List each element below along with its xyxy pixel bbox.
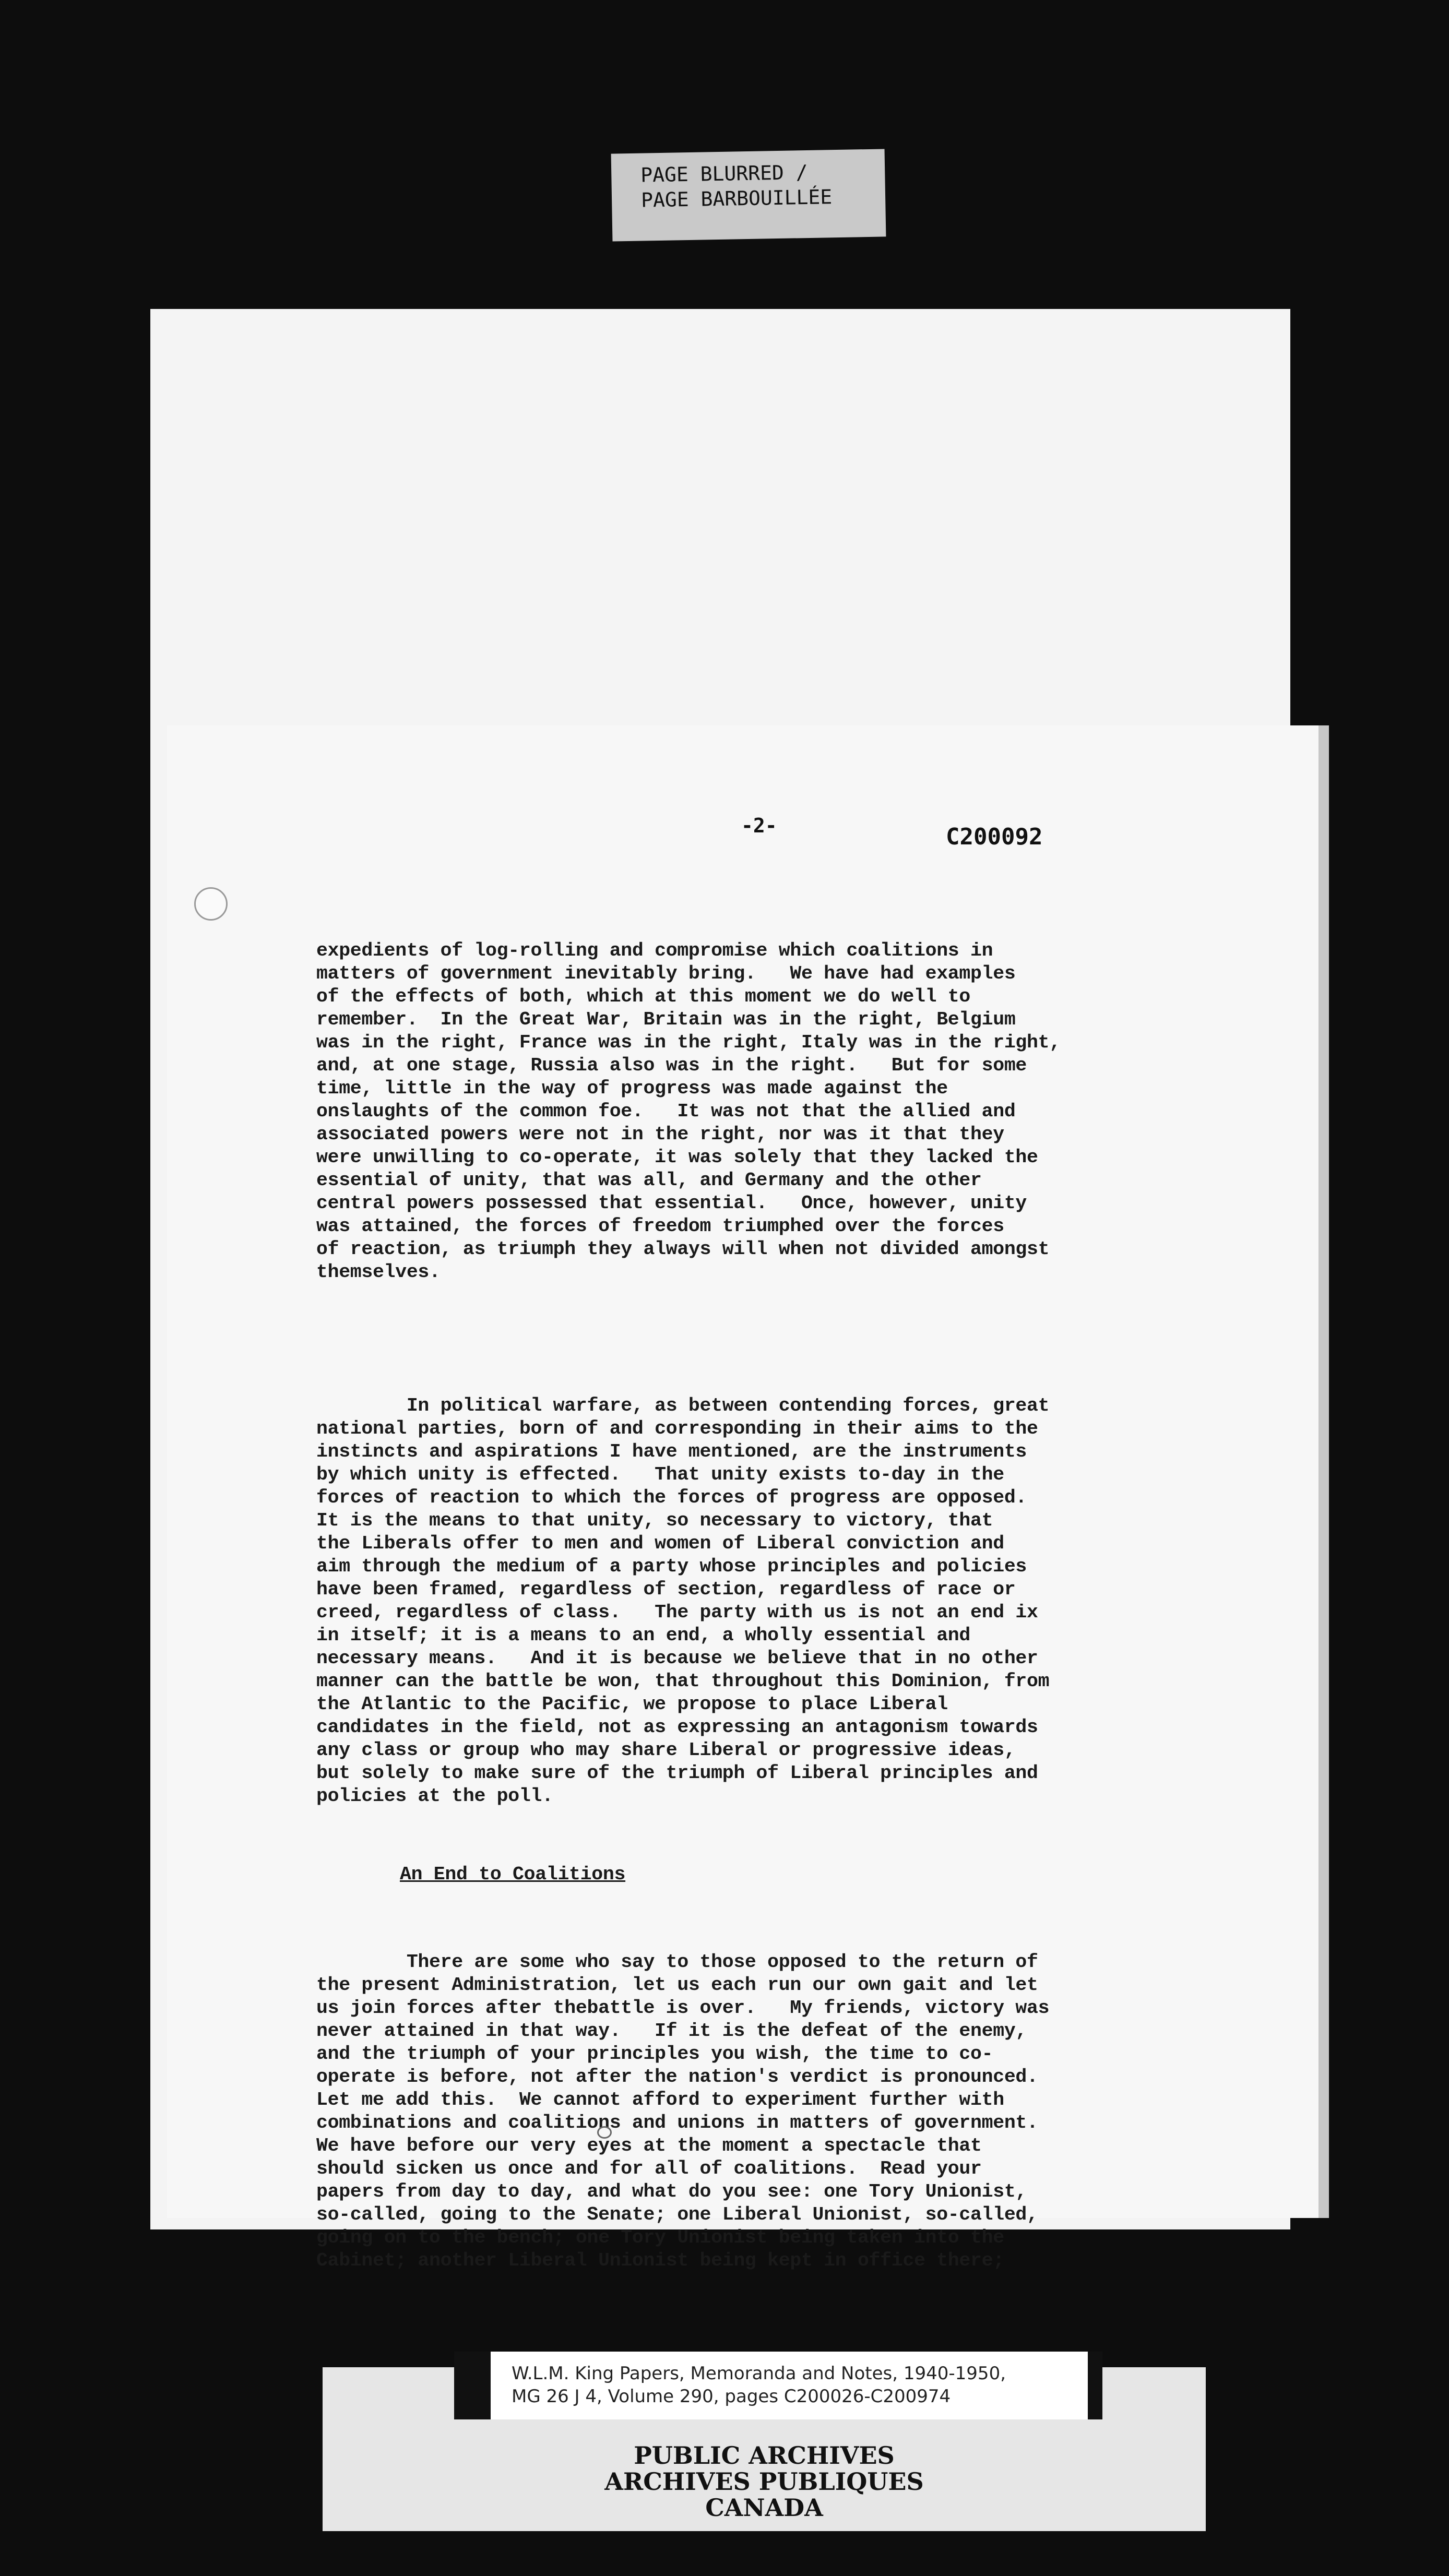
text-line: in itself; it is a means to an end, a wholly essential and [316,1625,971,1646]
small-circle-mark-icon [597,2126,612,2139]
text-line: of the effects of both, which at this moment we do well to [316,986,971,1007]
text-line: essential of unity, that was all, and Germany and the other [316,1170,982,1191]
paragraph-2 [316,1394,1225,1808]
document-body [316,893,1225,2295]
text-line: but solely to make sure of the triumph of Liberal principles and [316,1762,1038,1784]
citation-box [454,2352,1102,2419]
text-line: policies at the poll. [316,1785,553,1807]
text-line: associated powers were not in the right, nor was it that they [316,1124,1004,1145]
citation-line-2: MG 26 J 4, Volume 290, pages C200026-C200974 [512,2386,951,2407]
archive-name-en: PUBLIC ARCHIVES [634,2441,895,2470]
text-line: creed, regardless of class. The party with us is not an end ix [316,1602,1038,1623]
text-line: the present Administration, let us each run our own gait and let [316,1974,1038,1996]
text-line: instincts and aspirations I have mentioned, are the instruments [316,1441,1027,1462]
text-line: Cabinet; another Liberal Unionist being kept in office there; [316,2250,1004,2271]
text-line: going on to the bench; one Tory Unionist being taken into the [316,2227,1004,2248]
text-line: In political warfare, as between contending forces, great [316,1395,1050,1416]
punch-hole-icon [194,887,228,921]
text-line: papers from day to day, and what do you see: one Tory Unionist, [316,2181,1027,2202]
text-line: should sicken us once and for all of coalitions. Read your [316,2158,982,2179]
text-line: expedients of log-rolling and compromise which coalitions in [316,940,993,961]
text-line: by which unity is effected. That unity exists to-day in the [316,1464,1004,1485]
text-line: the Atlantic to the Pacific, we propose to place Liberal [316,1694,948,1715]
text-line: was attained, the forces of freedom triumphed over the forces [316,1215,1004,1237]
section-heading-text: An End to Coalitions [400,1864,626,1885]
page-number: -2- [741,814,777,837]
text-line: of reaction, as triumph they always will when not divided amongst [316,1238,1050,1260]
text-line: aim through the medium of a party whose principles and policies [316,1556,1027,1577]
text-line: There are some who say to those opposed to the return of [316,1951,1038,1973]
text-line: themselves. [316,1261,441,1283]
archive-stamp [323,2442,1206,2521]
text-line: We have before our very eyes at the moment a spectacle that [316,2135,982,2156]
text-line: national parties, born of and corresponding in their aims to the [316,1418,1038,1439]
text-line: was in the right, France was in the right, Italy was in the right, [316,1032,1061,1053]
text-line: and, at one stage, Russia also was in the right. But for some [316,1055,1027,1076]
blur-label-line-1: PAGE BLURRED / [640,161,808,187]
document-id: C200092 [946,824,1043,850]
text-line: remember. In the Great War, Britain was in the right, Belgium [316,1009,1016,1030]
section-heading [316,1863,1225,1886]
archive-name-fr: ARCHIVES PUBLIQUES [604,2467,924,2496]
text-line: and the triumph of your principles you wish, the time to co- [316,2043,993,2065]
text-line: necessary means. And it is because we believe that in no other [316,1648,1038,1669]
text-line: onslaughts of the common foe. It was not that the allied and [316,1101,1016,1122]
blur-label-line-2: PAGE BARBOUILLÉE [640,185,833,212]
text-line: forces of reaction to which the forces of progress are opposed. [316,1487,1027,1508]
text-line: combinations and coalitions and unions in matters of government. [316,2112,1038,2133]
text-line: so-called, going to the Senate; one Liberal Unionist, so-called, [316,2204,1038,2225]
text-line: time, little in the way of progress was made against the [316,1078,948,1099]
text-line: never attained in that way. If it is the defeat of the enemy, [316,2020,1027,2042]
citation-line-1: W.L.M. King Papers, Memoranda and Notes, 1940-1950, [512,2363,1006,2384]
text-line: us join forces after thebattle is over. My friends, victory was [316,1997,1050,2019]
text-line: central powers possessed that essential. Once, however, unity [316,1192,1027,1214]
paragraph-3 [316,1951,1225,2272]
text-line: have been framed, regardless of section, regardless of race or [316,1579,1016,1600]
text-line: were unwilling to co-operate, it was solely that they lacked the [316,1147,1038,1168]
text-line: manner can the battle be won, that throughout this Dominion, from [316,1671,1050,1692]
text-line: any class or group who may share Liberal or progressive ideas, [316,1739,1016,1761]
text-line: matters of government inevitably bring. We have had examples [316,963,1016,984]
text-line: Let me add this. We cannot afford to experiment further with [316,2089,1004,2110]
text-line: candidates in the field, not as expressing an antagonism towards [316,1716,1038,1738]
archive-country: CANADA [705,2494,823,2522]
paragraph-1 [316,939,1225,1284]
text-line: operate is before, not after the nation's verdict is pronounced. [316,2066,1038,2088]
text-line: It is the means to that unity, so necessary to victory, that [316,1510,993,1531]
page-blurred-label [611,149,886,241]
text-line: the Liberals offer to men and women of Liberal conviction and [316,1533,1004,1554]
